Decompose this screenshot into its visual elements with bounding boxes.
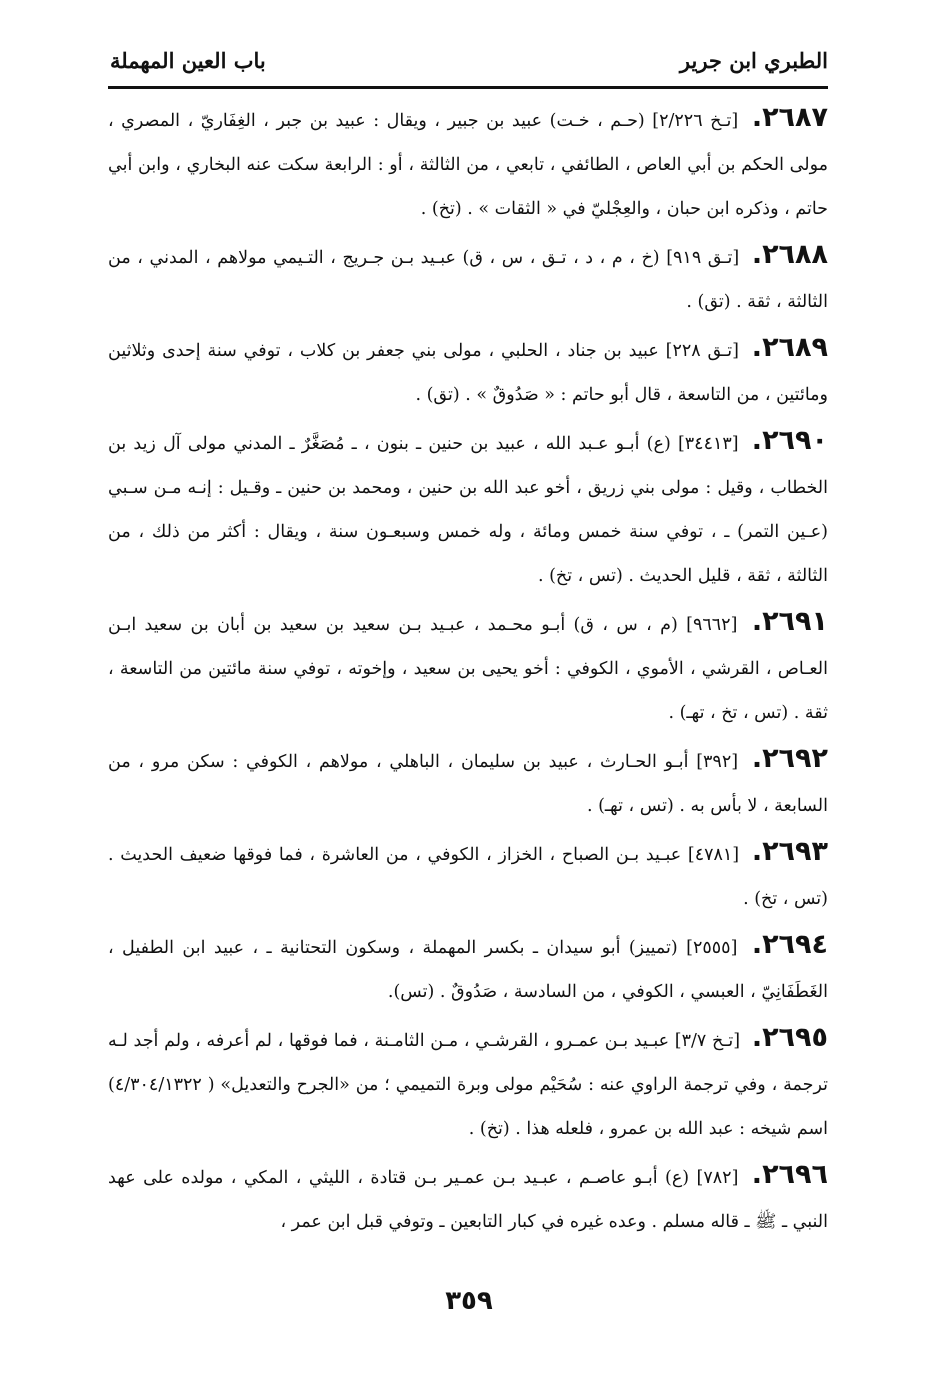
entry-number: ٢٦٨٧.: [751, 102, 828, 133]
page-number: ٣٥٩: [445, 1286, 493, 1316]
entry-number: ٢٦٨٩.: [751, 332, 828, 363]
entry-number: ٢٦٩١.: [751, 606, 828, 637]
entry-number: ٢٦٨٨.: [751, 239, 828, 270]
entry-number: ٢٦٩٥.: [751, 1022, 828, 1053]
entries-list: [108, 96, 828, 1244]
header-chapter-title: باب العين المهملة: [110, 47, 266, 73]
entry-text: [تـق ٩١٩] (خ ، م ، د ، تـق ، س ، ق) عبـيد بـن جـريج ، التـيمي مولاهم ، المدني ، من الثالثة ، ثقة . (تق) .: [108, 248, 828, 312]
entry-text: [تـق ٢٢٨] عبيد بن جناد ، الحلبي ، مولى بني جعفر بن كلاب ، توفي سنة إحدى وثلاثين ومائتين ، من التاسعة ، قال أبو حاتم : « صَدُوقٌ » . (تق) .: [108, 341, 828, 405]
entry-number: ٢٦٩٢.: [751, 743, 828, 774]
entry-2695: [108, 1016, 828, 1151]
entry-2691: [108, 600, 828, 735]
entry-text: [٢٥٥٥] (تمييز) أبو سيدان ـ بكسر المهملة ، وسكون التحتانية ـ ، عبيد ابن الطفيل ، الغَطَفَانِيّ ، العبسي ، الكوفي ، من السادسة ، صَدُوقٌ . (تس).: [108, 938, 828, 1002]
header-book-title: الطبري ابن جرير: [679, 47, 828, 73]
entry-text: [٧٨٢] (ع) أبـو عاصـم ، عبـيد بـن عمـير بـن قتادة ، الليثي ، المكي ، مولده على عهد النبي ـ ﷺ ـ قاله مسلم . وعده غيره في كبار التابعين ـ وتوفي قبل ابن عمر ،: [108, 1168, 828, 1232]
entry-text: [٩٦٦٢] (م ، س ، ق) أبـو محـمد ، عبـيد بـن سعيد بن سعيد بن أبان بن سعيد ابـن العـاص ، القرشي ، الأموي ، الكوفي : أخو يحيى بن سعيد ، وإخوته ، توفي سنة مائتين من التاسعة ، ثقة . (تس ، تخ ، تهـ) .: [108, 615, 828, 723]
entry-2688: [108, 233, 828, 324]
entry-text: [٣٩٢] أبـو الحـارث ، عبيد بن سليمان ، الباهلي ، مولاهم ، الكوفي : سكن مرو ، من السابعة ، لا بأس به . (تس ، تهـ) .: [108, 752, 828, 816]
entry-number: ٢٦٩٣.: [751, 836, 828, 867]
running-header: [110, 38, 828, 82]
entry-2689: [108, 326, 828, 417]
entry-number: ٢٦٩٤.: [751, 929, 828, 960]
entry-2687: [108, 96, 828, 231]
entry-number: ٢٦٩٦.: [751, 1159, 828, 1190]
entry-2690: [108, 419, 828, 598]
entry-text: [تـخ ٢/٢٢٦] (حـم ، خـت) عبيد بن جبير ، ويقال : عبيد بن جبر ، الغِفَاريّ ، المصري ، مولى الحكم بن أبي العاص ، الطائفي ، تابعي ، من الثالثة ، أو : الرابعة سكت عنه البخاري ، وابن أبي حاتم ، وذكره ابن حبان ، والعِجْليّ في « الثقات » . (تخ) .: [108, 111, 828, 219]
entry-2693: [108, 830, 828, 921]
entry-number: ٢٦٩٠.: [751, 425, 828, 456]
header-rule: [108, 86, 828, 89]
entry-text: [٤٧٨١] عبـيد بـن الصباح ، الخزاز ، الكوفي ، من العاشرة ، فما فوقها ضعيف الحديث . (تس ، تخ) .: [108, 845, 828, 909]
entry-2694: [108, 923, 828, 1014]
entry-2696: [108, 1153, 828, 1244]
entry-text: [٣٤٤١٣] (ع) أبـو عـبد الله ، عبيد بن حنين ـ بنون ، ـ مُصَغَّرٌ ـ المدني مولى آل زيد بن الخطاب ، وقيل : مولى بني زريق ، أخو عبد الله بن حنين ، ومحمد بن حنين ـ وقـيل : إنـه مـن سـبي (عـين التمر) ـ ، توفي سنة خمس ومائة ، وله خمس وسبعـون سنة ، ويقال : أكثر من ذلك ، من الثالثة ، ثقة ، قليل الحديث . (تس ، تخ) .: [108, 434, 828, 586]
entry-2692: [108, 737, 828, 828]
entry-text: [تـخ ٣/٧] عبـيد بـن عمـرو ، القرشـي ، مـن الثامـنة ، فما فوقها ، لم أعرفه ، ولم أجد لـه ترجمة ، وفي ترجمة الراوي عنه : سُحَيْم مولى وبرة التميمي ؛ من «الجرح والتعديل» ( ٤/٣٠٤/١٣٢٢) اسم شيخه : عبد الله بن عمرو ، فلعله هذا . (تخ) .: [108, 1031, 828, 1139]
